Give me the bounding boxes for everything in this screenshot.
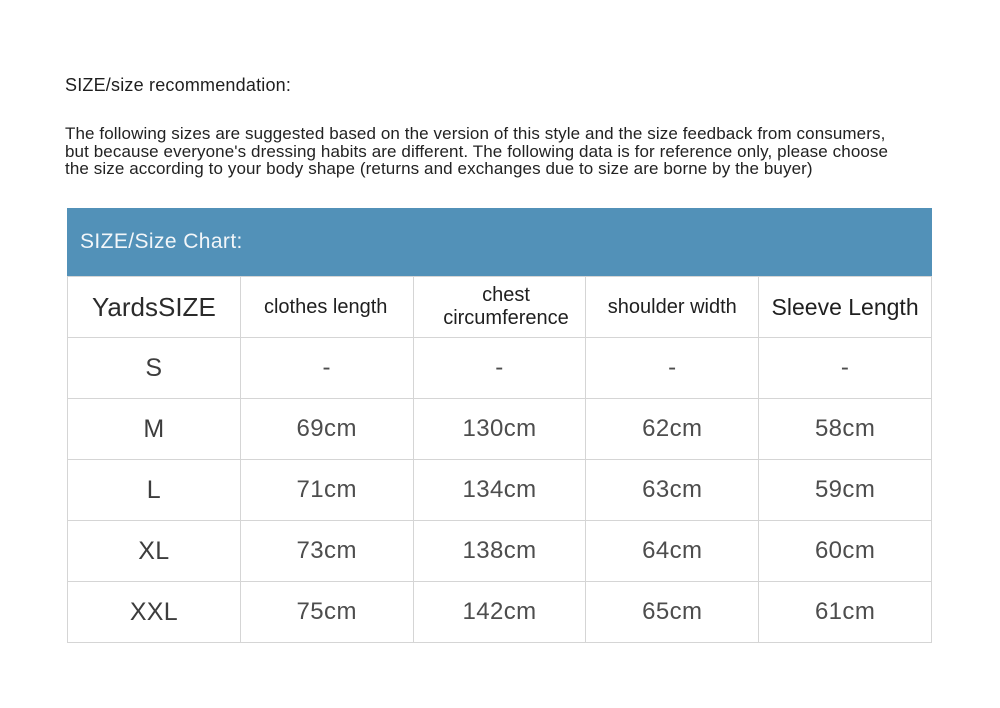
table-row-xl [68,521,932,582]
value-cell: 71cm [240,460,413,521]
column-header-yards-size: YardsSIZE [68,277,241,338]
table-header-row [68,277,932,338]
column-header-clothes-length: clothes length [240,277,413,338]
disclaimer-line: but because everyone's dressing habits are different. The following data is for reference only, please choose [65,141,889,161]
value-cell: - [586,338,759,399]
value-cell: 69cm [240,399,413,460]
disclaimer-line: the size according to your body shape (returns and exchanges due to size are borne by the buyer) [65,159,813,178]
column-header-shoulder-width: shoulder width [586,277,759,338]
size-chart-banner-label: SIZE/Size Chart: [80,230,243,253]
value-cell: 142cm [413,582,586,643]
size-cell: XXL [68,582,241,643]
value-cell: 65cm [586,582,759,643]
column-header-chest-circumference: chest circumference [413,277,586,338]
value-cell: 73cm [240,521,413,582]
column-header-sleeve-length: Sleeve Length [759,277,932,338]
value-cell: - [759,338,932,399]
value-cell: - [240,338,413,399]
value-cell: 134cm [413,460,586,521]
table-row-l [68,460,932,521]
value-cell: 58cm [759,399,932,460]
table-row-m [68,399,932,460]
value-cell: 60cm [759,521,932,582]
value-cell: 138cm [413,521,586,582]
disclaimer-line: The following sizes are suggested based on the version of this style and the size feedback from consumers, [65,124,886,143]
size-cell: S [68,338,241,399]
value-cell: 62cm [586,399,759,460]
value-cell: 75cm [240,582,413,643]
size-recommendation-heading: SIZE/size recommendation: [65,75,292,95]
size-disclaimer-paragraph [65,125,888,178]
size-chart-table [67,276,932,643]
value-cell: 59cm [759,460,932,521]
value-cell: 63cm [586,460,759,521]
size-cell: XL [68,521,241,582]
table-row-xxl [68,582,932,643]
table-row-s [68,338,932,399]
size-cell: L [68,460,241,521]
value-cell: - [413,338,586,399]
value-cell: 130cm [413,399,586,460]
value-cell: 64cm [586,521,759,582]
size-cell: M [68,399,241,460]
size-chart-banner [67,208,932,276]
value-cell: 61cm [759,582,932,643]
